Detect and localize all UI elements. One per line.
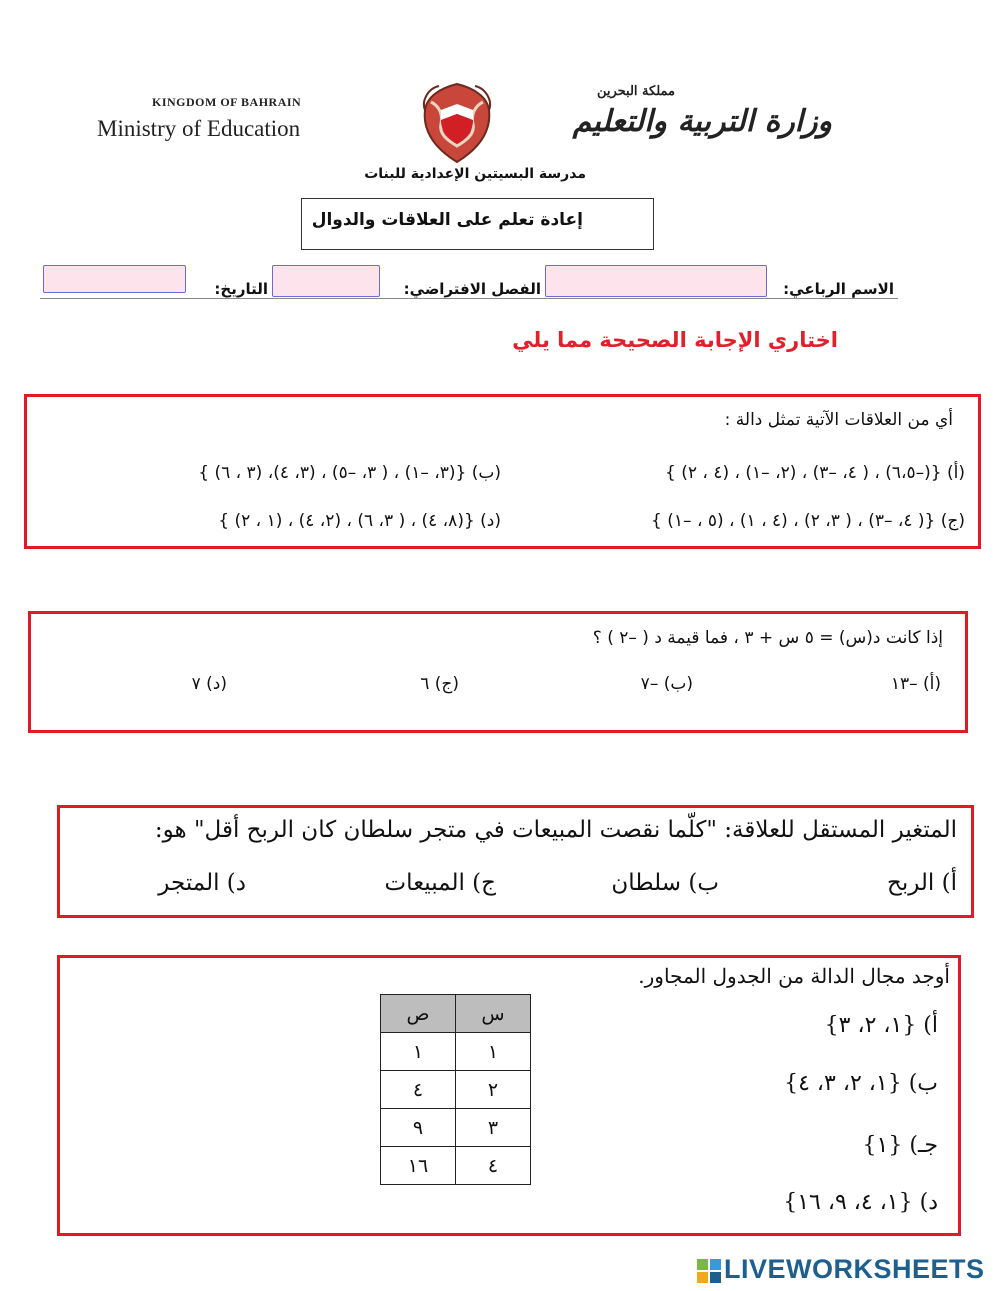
table-row [381, 1109, 531, 1147]
title-box [301, 198, 654, 250]
table-row [381, 1147, 531, 1185]
q2-option-b[interactable]: (ب) –٧ [640, 674, 693, 694]
q4-option-c[interactable]: جـ) {١} [862, 1133, 938, 1158]
kingdom-en: KINGDOM OF BAHRAIN [152, 95, 302, 109]
table-cell-y: ٤ [381, 1071, 456, 1109]
page-title: إعادة تعلم على العلاقات والدوال [311, 210, 583, 230]
table-header-x: س [456, 995, 531, 1033]
table-cell-y: ١٦ [381, 1147, 456, 1185]
question-3-box [57, 805, 974, 918]
q3-option-d[interactable]: د) المتجر [158, 870, 246, 896]
table-cell-y: ١ [381, 1033, 456, 1071]
table-header-y: ص [381, 995, 456, 1033]
fields-divider [40, 298, 898, 299]
q2-option-c[interactable]: (ج) ٦ [420, 674, 459, 694]
liveworksheets-logo[interactable]: LIVEWORKSHEETS [724, 1254, 985, 1284]
question-1-box [24, 394, 981, 549]
school-name: مدرسة البسيتين الإعدادية للبنات [364, 166, 586, 182]
q1-option-d[interactable]: (د) {(٨، ٤) ، ( ٣، ٦) ، (٢، ٤) ، (١ ، ٢) } [218, 511, 501, 531]
class-input[interactable] [272, 265, 380, 297]
q4-option-a[interactable]: أ) {١، ٢، ٣} [824, 1013, 938, 1038]
liveworksheets-logo-icon [697, 1259, 721, 1283]
question-3-text: المتغير المستقل للعلاقة: "كلّما نقصت المبيعات في متجر سلطان كان الربح أقل" هو: [154, 817, 957, 843]
bahrain-emblem-icon [419, 80, 495, 166]
date-input[interactable] [43, 265, 186, 293]
q1-option-c[interactable]: (ج) {( ٤، –٣) ، ( ٣، ٢) ، (٤ ، ١) ، (٥ ، –١) } [651, 511, 965, 531]
table-row [381, 1033, 531, 1071]
date-label: التاريخ: [214, 280, 268, 298]
table-cell-x: ١ [456, 1033, 531, 1071]
instruction: اختاري الإجابة الصحيحة مما يلي [512, 328, 838, 352]
table-cell-x: ٣ [456, 1109, 531, 1147]
table-cell-x: ٤ [456, 1147, 531, 1185]
name-input[interactable] [545, 265, 767, 297]
q2-option-a[interactable]: (أ) –١٣ [890, 674, 941, 694]
function-table [380, 994, 531, 1185]
ministry-en: Ministry of Education [97, 116, 301, 141]
q1-option-a[interactable]: (أ) {(–٦،٥) ، ( ٤، –٣) ، (٢، –١) ، (٤ ، ٢) } [665, 463, 965, 483]
q4-option-d[interactable]: د) {١، ٤، ٩، ١٦} [783, 1190, 938, 1215]
q3-option-a[interactable]: أ) الربح [886, 870, 957, 896]
q3-option-c[interactable]: ج) المبيعات [384, 870, 496, 896]
question-1-text: أي من العلاقات الآتية تمثل دالة : [724, 410, 953, 430]
kingdom-ar: مملكة البحرين [596, 84, 675, 99]
table-cell-y: ٩ [381, 1109, 456, 1147]
question-2-text: إذا كانت د(س) = ٥ س + ٣ ، فما قيمة د ( –٢ ) ؟ [592, 628, 943, 648]
question-4-box [57, 955, 961, 1236]
ministry-ar: وزارة التربية والتعليم [572, 104, 832, 139]
question-4-text: أوجد مجال الدالة من الجدول المجاور. [638, 964, 950, 988]
q4-option-b[interactable]: ب) {١، ٢، ٣، ٤} [784, 1071, 938, 1096]
q2-option-d[interactable]: (د) ٧ [191, 674, 227, 694]
name-label: الاسم الرباعي: [783, 280, 894, 298]
table-header-row [381, 995, 531, 1033]
class-label: الفصل الافتراضي: [403, 280, 541, 298]
table-row [381, 1071, 531, 1109]
q1-option-b[interactable]: (ب) {(٣، –١) ، ( ٣، –٥) ، (٣، ٤)، (٣ ، ٦) } [198, 463, 501, 483]
q3-option-b[interactable]: ب) سلطان [611, 870, 719, 896]
question-2-box [28, 611, 968, 733]
table-cell-x: ٢ [456, 1071, 531, 1109]
